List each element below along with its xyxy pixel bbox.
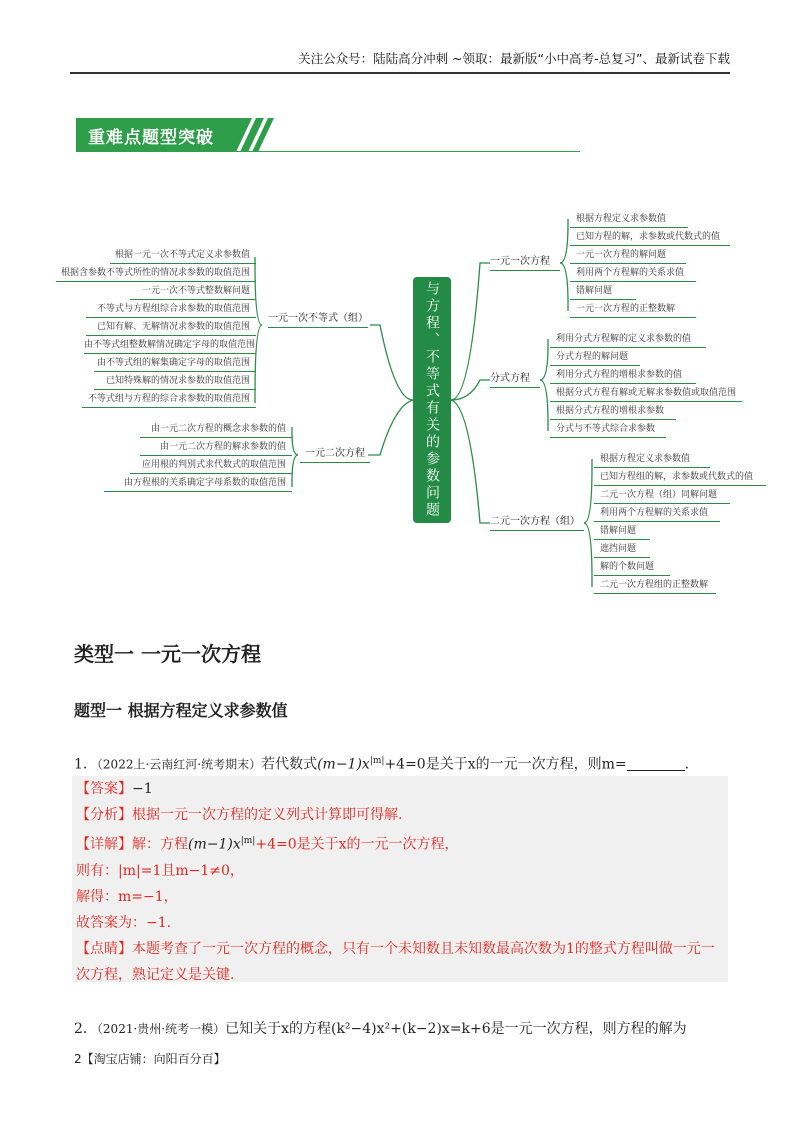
leaf: 由一元二次方程的概念求参数的值 [140, 423, 292, 438]
leaf: 利用分式方程的增根求参数的值 [550, 369, 696, 384]
answer-box: 【答案】−1 【分析】根据一元一次方程的定义列式计算即可得解. 【详解】解：方程$(m-1)x^{|m|}+4=0$是关于x的一元一次方程， 则有：|m|=1且m−1≠0， 解得：m=−1， 故答案为：−1. 【点睛】本题考查了一元一次方程的概念，只有一个未知数且未知数最高次数为1的整式方程叫做一元一 次方程，熟记定义是关键. [72, 776, 728, 982]
leaf: 已知方程组的解，求参数或代数式的值 [594, 471, 766, 486]
leaf: 由一元二次方程的解求参数的值 [140, 441, 292, 456]
leaf: 分式与不等式综合求参数 [550, 423, 666, 438]
leaf: 已知方程的解，求参数或代数式的值 [570, 231, 730, 246]
footer-shop: 【淘宝店铺：向阳百分百】 [81, 1052, 226, 1066]
type-title: 类型一 一元一次方程 [74, 642, 261, 666]
branch-quadratic: 一元二次方程 [300, 446, 370, 463]
page-number: 2 [74, 1052, 82, 1066]
branch-two-variable: 二元一次方程（组） [490, 514, 584, 531]
leaf: 由方程根的关系确定字母系数的取值范围 [104, 477, 292, 492]
leaf: 一元一次不等式整数解问题 [130, 285, 256, 300]
leaf: 应用根的判别式求代数式的取值范围 [130, 459, 292, 474]
page-header: 关注公众号：陆陆高分冲刺 ~领取：最新版“小中高考-总复习”、最新试卷下载 [70, 48, 730, 74]
section-banner [76, 118, 276, 152]
leaf: 根据分式方程有解或无解求参数值或取值范围 [550, 387, 742, 402]
branch-linear: 一元一次方程 [490, 254, 560, 271]
page-footer [74, 1050, 226, 1067]
leaf: 一元一次方程的解问题 [570, 249, 686, 264]
question-type-title: 题型一 根据方程定义求参数值 [74, 701, 288, 720]
question-2: 2．（2021·贵州·统考一模）已知关于x的方程(k²−4)x²+(k−2)x=k+6是一元一次方程，则方程的解为 [74, 1021, 687, 1037]
leaf: 不等式与方程组综合求参数的取值范围 [86, 303, 256, 318]
branch-inequality: 一元一次不等式（组） [268, 311, 368, 328]
leaf: 一元一次方程的正整数解 [570, 303, 696, 318]
leaf: 二元一次方程组的正整数解 [594, 579, 716, 594]
leaf: 遮挡问题 [594, 543, 650, 558]
leaf: 根据含参数不等式所性的情况求参数的取值范围 [56, 267, 256, 282]
leaf: 根据方程定义求参数值 [594, 453, 710, 468]
banner-underline [76, 151, 580, 152]
leaf: 根据方程定义求参数值 [570, 213, 688, 228]
answer-blank[interactable] [627, 756, 685, 771]
question-1: 1．（2022上·云南红河·统考期末）若代数式$(m-1)x^{|m|}+4=0$是关于x的一元一次方程，则m= . [74, 756, 690, 773]
leaf: 利用分式方程解的定义求参数的值 [550, 333, 706, 348]
mindmap [0, 205, 800, 605]
leaf: 分式方程的解问题 [550, 351, 640, 366]
leaf: 解的个数问题 [594, 561, 670, 576]
leaf: 利用两个方程解的关系求值 [594, 507, 720, 522]
branch-fractional: 分式方程 [490, 371, 540, 388]
leaf: 已知特殊解的情况求参数的取值范围 [94, 375, 256, 390]
leaf: 根据一元一次不等式定义求参数值 [110, 249, 256, 264]
leaf: 由不等式组的解集确定字母的取值范围 [94, 357, 256, 372]
leaf: 错解问题 [594, 525, 650, 540]
leaf: 二元一次方程（组）同解问题 [594, 489, 730, 504]
leaf: 已知有解、无解情况求参数的取值范围 [86, 321, 256, 336]
leaf: 由不等式组整数解情况确定字母的取值范围 [84, 339, 256, 354]
leaf: 根据分式方程的增根求参数 [550, 405, 676, 420]
leaf: 错解问题 [570, 285, 636, 300]
leaf: 不等式组与方程的综合求参数的取值范围 [82, 393, 256, 408]
leaf: 利用两个方程解的关系求值 [570, 267, 696, 282]
banner-title: 重难点题型突破 [88, 128, 214, 148]
mindmap-center: 与方程、不等式有关的参数问题 [413, 277, 451, 523]
